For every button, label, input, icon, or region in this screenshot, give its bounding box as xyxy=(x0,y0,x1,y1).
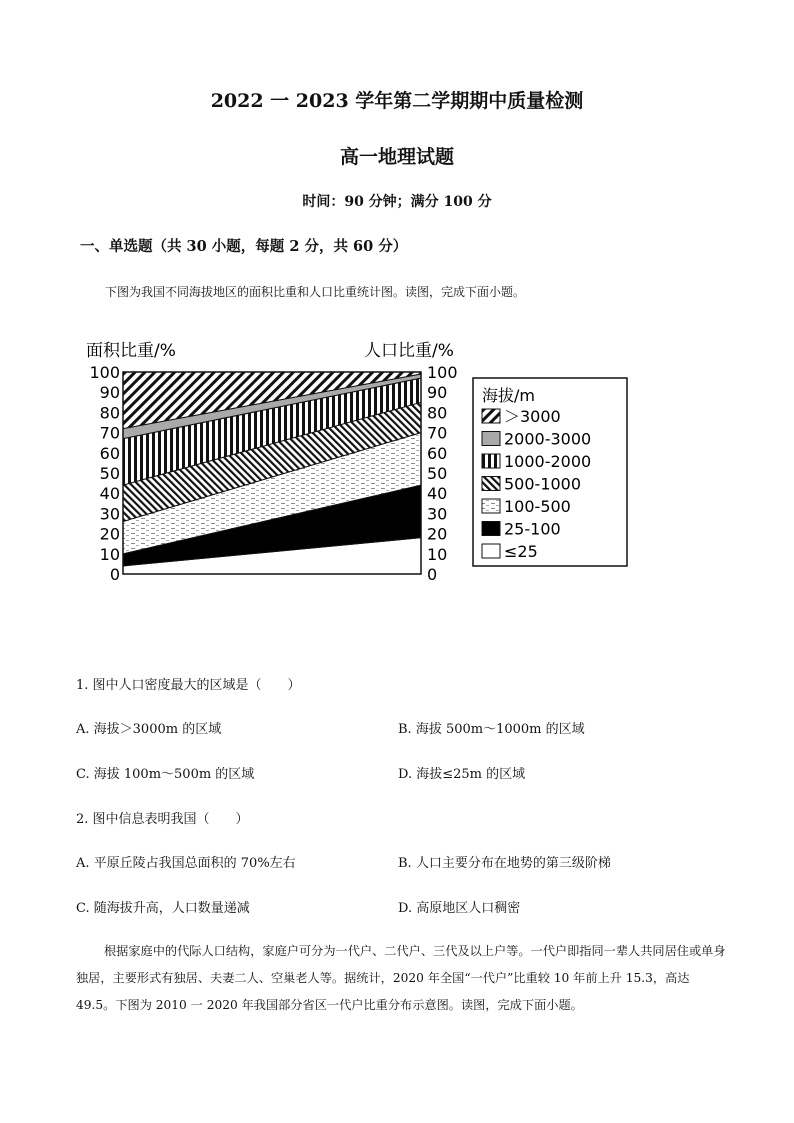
q2-option-c[interactable]: C. 随海拔升高，人口数量递减 xyxy=(76,901,250,916)
q1-option-b[interactable]: B. 海拔 500m～1000m 的区域 xyxy=(398,722,585,737)
legend-swatch-2000-3000 xyxy=(482,432,500,446)
right-tick-label: 90 xyxy=(427,383,448,403)
legend-label-gt-3000: ＞3000 xyxy=(504,407,561,426)
right-tick-label: 40 xyxy=(427,484,448,504)
legend-swatch-gt-3000 xyxy=(482,409,500,423)
exam-info: 时间：90 分钟；满分 100 分 xyxy=(302,194,492,210)
left-tick-label: 90 xyxy=(99,383,120,403)
legend-label-le-25: ≤25 xyxy=(504,542,538,561)
legend-label-25-100: 25-100 xyxy=(504,519,561,539)
right-tick-label: 0 xyxy=(427,565,438,584)
chart-intro: 下图为我国不同海拔地区的面积比重和人口比重统计图。读图，完成下面小题。 xyxy=(105,285,526,299)
left-tick-label: 40 xyxy=(99,484,120,504)
right-tick-label: 60 xyxy=(427,443,448,463)
legend-label-2000-3000: 2000-3000 xyxy=(504,429,592,449)
question-2-stem: 2. 图中信息表明我国（ ） xyxy=(76,812,249,827)
exam-title: 2022 一 2023 学年第二学期期中质量检测 xyxy=(210,90,584,112)
left-tick-label: 10 xyxy=(99,544,120,564)
legend-swatch-500-1000 xyxy=(482,477,500,491)
left-tick-label: 80 xyxy=(99,403,120,423)
left-tick-label: 20 xyxy=(99,524,120,544)
legend-swatch-100-500 xyxy=(482,499,500,513)
right-tick-label: 10 xyxy=(427,544,448,564)
legend-label-500-1000: 500-1000 xyxy=(504,474,582,494)
q1-option-c[interactable]: C. 海拔 100m～500m 的区域 xyxy=(76,767,255,782)
right-tick-label: 70 xyxy=(427,423,448,443)
legend-label-1000-2000: 1000-2000 xyxy=(504,452,592,471)
question-1-stem: 1. 图中人口密度最大的区域是（ ） xyxy=(76,678,301,693)
right-tick-label: 50 xyxy=(427,464,448,483)
subject-title: 高一地理试题 xyxy=(339,146,454,168)
left-axis-label: 面积比重/% xyxy=(86,341,176,361)
q2-option-b[interactable]: B. 人口主要分布在地势的第三级阶梯 xyxy=(398,856,611,871)
left-tick-label: 30 xyxy=(99,504,120,524)
right-tick-label: 30 xyxy=(427,504,448,524)
left-tick-label: 100 xyxy=(89,363,120,382)
q1-option-a[interactable]: A. 海拔＞3000m 的区域 xyxy=(76,722,222,737)
left-tick-label: 50 xyxy=(99,464,120,483)
right-tick-label: 20 xyxy=(427,524,448,544)
legend-title: 海拔/m xyxy=(482,386,535,405)
q1-option-d[interactable]: D. 海拔≤25m 的区域 xyxy=(398,767,526,782)
left-tick-label: 70 xyxy=(99,423,120,443)
legend-swatch-le-25 xyxy=(482,544,500,558)
legend-swatch-1000-2000 xyxy=(482,454,500,468)
section-heading: 一、单选题（共 30 小题，每题 2 分，共 60 分） xyxy=(80,238,408,255)
left-tick-label: 0 xyxy=(109,565,120,584)
legend-swatch-25-100 xyxy=(482,522,500,536)
q2-option-d[interactable]: D. 高原地区人口稠密 xyxy=(398,901,521,916)
q2-option-a[interactable]: A. 平原丘陵占我国总面积的 70%左右 xyxy=(76,856,296,871)
right-tick-label: 100 xyxy=(427,363,458,382)
right-tick-label: 80 xyxy=(427,403,448,423)
legend xyxy=(473,378,627,566)
chart xyxy=(80,336,640,596)
right-axis-label: 人口比重/% xyxy=(364,341,454,361)
left-tick-label: 60 xyxy=(99,443,120,463)
reading-passage: 根据家庭中的代际人口结构，家庭户可分为一代户、二代户、三代及以上户等。一代户即指同一辈人共同居住或单身独居，主要形式有独居、夫妻二人、空巢老人等。据统计，2020 年全国“一代户”比重较 10 年前上升 15.3，高达 49.5。下图为 2010 一 2020 年我国部分省区一代户比重分布示意图。读图，完成下面小题。 xyxy=(76,944,726,1012)
legend-label-100-500: 100-500 xyxy=(504,497,571,516)
